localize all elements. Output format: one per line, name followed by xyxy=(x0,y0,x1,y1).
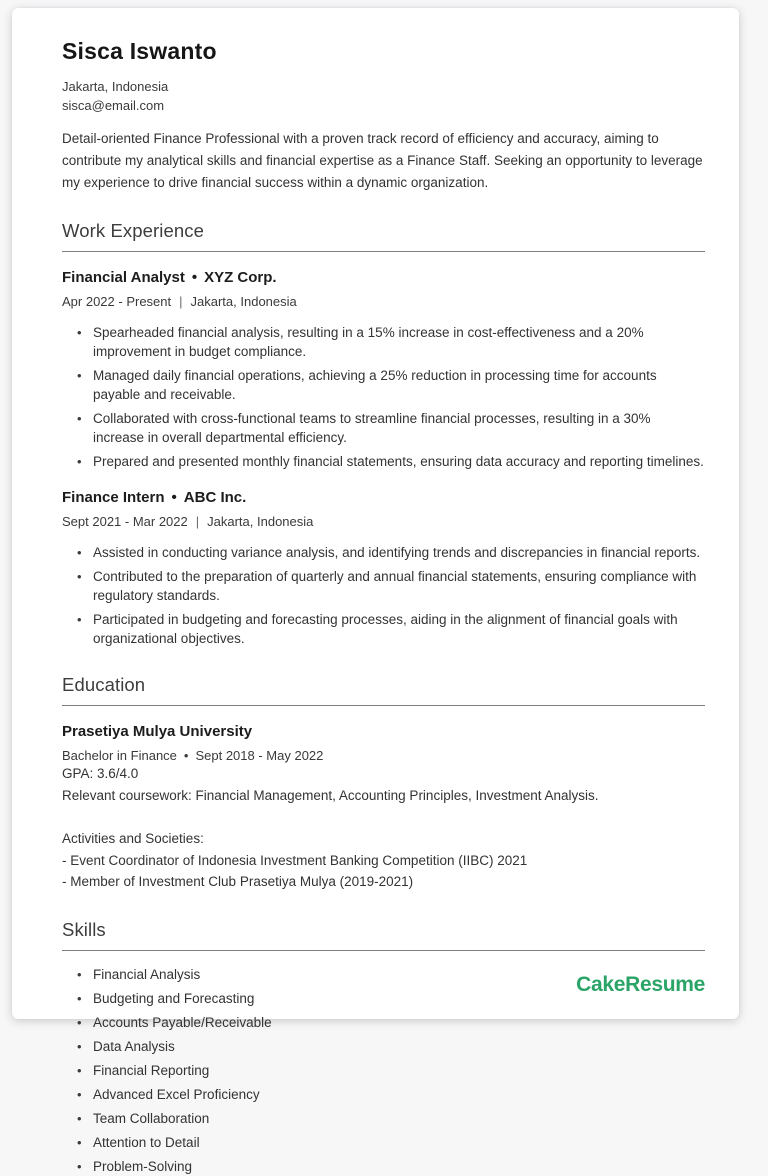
job-meta-line xyxy=(62,294,705,309)
coursework-line: Relevant coursework: Financial Management, Accounting Principles, Investment Analysis. xyxy=(62,785,705,807)
candidate-name: Sisca Iswanto xyxy=(62,38,705,65)
job-meta-line xyxy=(62,514,705,529)
skill-item: • Attention to Detail xyxy=(83,1134,705,1153)
section-skills xyxy=(62,919,705,1176)
job-bullet: • Assisted in conducting variance analysis, and identifying trends and discrepancies in financial reports. xyxy=(83,544,705,563)
section-education xyxy=(62,674,705,893)
job-bullet: • Managed daily financial operations, achieving a 25% reduction in processing time for accounts payable and receivable. xyxy=(83,367,705,404)
education-dates: Sept 2018 - May 2022 xyxy=(195,748,323,763)
job-bullet: • Contributed to the preparation of quarterly and annual financial statements, ensuring compliance with regulatory standards. xyxy=(83,568,705,605)
skill-item: • Problem-Solving xyxy=(83,1158,705,1176)
skill-item: • Team Collaboration xyxy=(83,1110,705,1129)
job-entry-finance-intern xyxy=(62,489,705,649)
education-entry xyxy=(62,723,705,893)
activity-item: - Event Coordinator of Indonesia Investment Banking Competition (IIBC) 2021 xyxy=(62,850,705,872)
job-dates: Apr 2022 - Present xyxy=(62,294,171,309)
job-bullet: • Prepared and presented monthly financial statements, ensuring data accuracy and reporting timelines. xyxy=(83,453,705,472)
resume-header xyxy=(62,38,705,194)
job-title: Finance Intern xyxy=(62,489,165,506)
education-heading: Education xyxy=(62,674,705,706)
school-name: Prasetiya Mulya University xyxy=(62,723,705,740)
company-name: XYZ Corp. xyxy=(204,269,277,286)
activities-block xyxy=(62,828,705,893)
skill-item: • Financial Analysis xyxy=(83,966,705,985)
job-bullet: • Participated in budgeting and forecasting processes, aiding in the alignment of financial goals with organizational objectives. xyxy=(83,611,705,648)
skill-item: • Accounts Payable/Receivable xyxy=(83,1014,705,1033)
degree: Bachelor in Finance xyxy=(62,748,177,763)
job-title-line xyxy=(62,269,705,286)
candidate-email: sisca@email.com xyxy=(62,96,705,115)
skills-list xyxy=(62,966,705,1176)
cakeresume-logo: CakeResume xyxy=(576,973,705,997)
pipe-separator: | xyxy=(196,514,199,529)
job-bullet-list xyxy=(62,324,705,472)
candidate-location: Jakarta, Indonesia xyxy=(62,77,705,96)
job-title: Financial Analyst xyxy=(62,269,185,286)
skill-item: • Budgeting and Forecasting xyxy=(83,990,705,1009)
degree-line xyxy=(62,748,705,763)
job-entry-financial-analyst xyxy=(62,269,705,472)
pipe-separator: | xyxy=(179,294,182,309)
work-experience-heading: Work Experience xyxy=(62,220,705,252)
dot-separator: • xyxy=(192,269,197,286)
job-bullet: • Spearheaded financial analysis, resulting in a 15% increase in cost-effectiveness and a 20% improvement in budget compliance. xyxy=(83,324,705,361)
skill-item: • Financial Reporting xyxy=(83,1062,705,1081)
gpa-line: GPA: 3.6/4.0 xyxy=(62,763,705,785)
section-work-experience xyxy=(62,220,705,648)
job-location: Jakarta, Indonesia xyxy=(207,514,313,529)
job-location: Jakarta, Indonesia xyxy=(191,294,297,309)
job-dates: Sept 2021 - Mar 2022 xyxy=(62,514,188,529)
job-title-line xyxy=(62,489,705,506)
profile-summary: Detail-oriented Finance Professional with a proven track record of efficiency and accuracy, aiming to contribute my analytical skills and financial expertise as a Finance Staff. Seeking an opportunity to leverage my experience to drive financial success within a dynamic organization. xyxy=(62,128,705,194)
skill-item: • Advanced Excel Proficiency xyxy=(83,1086,705,1105)
skills-heading: Skills xyxy=(62,919,705,951)
resume-page xyxy=(12,8,739,1019)
activity-item: - Member of Investment Club Prasetiya Mulya (2019-2021) xyxy=(62,871,705,893)
dot-separator: • xyxy=(184,748,189,763)
job-bullet-list xyxy=(62,544,705,649)
company-name: ABC Inc. xyxy=(184,489,247,506)
job-bullet: • Collaborated with cross-functional teams to streamline financial processes, resulting in a 30% increase in overall departmental efficiency. xyxy=(83,410,705,447)
dot-separator: • xyxy=(172,489,177,506)
skill-item: • Data Analysis xyxy=(83,1038,705,1057)
activities-label: Activities and Societies: xyxy=(62,828,705,850)
